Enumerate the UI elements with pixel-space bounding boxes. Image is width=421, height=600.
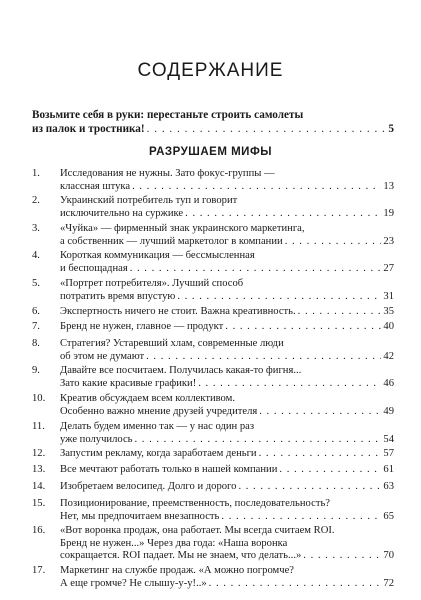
toc-entry-line: А еще громче? Не слышу-у-у!..» bbox=[60, 577, 207, 589]
toc-entry-page-number: 70 bbox=[383, 550, 394, 561]
dot-leader bbox=[209, 578, 382, 591]
toc-entry-line: Делать будем именно так — у нас один раз bbox=[60, 421, 255, 432]
toc-entry-page-number: 57 bbox=[383, 448, 394, 459]
toc-entry-page-number: 63 bbox=[383, 481, 394, 492]
dot-leader bbox=[225, 321, 381, 334]
toc-entry-last-row bbox=[60, 208, 394, 221]
toc-entry-line: Стратегия? Устаревший хлам, современные люди bbox=[60, 338, 284, 349]
dot-leader bbox=[238, 481, 381, 494]
toc-entry-line: Запустим рекламу, когда заработаем деньги bbox=[60, 448, 257, 459]
toc-entry bbox=[32, 365, 394, 390]
toc-entry bbox=[32, 464, 394, 477]
toc-entry-line: Изобретаем велосипед. Долго и дорого bbox=[60, 481, 237, 492]
dot-leader bbox=[298, 306, 382, 319]
toc-entry-number: 8. bbox=[32, 338, 40, 349]
toc-entry bbox=[32, 321, 394, 334]
toc-entry bbox=[32, 448, 394, 461]
dot-leader bbox=[132, 181, 381, 194]
intro-line-1: Возьмите себя в руки: перестаньте строить самолеты bbox=[32, 109, 304, 121]
toc-entry-line: Экспертность ничего не стоит. Важна креативность. bbox=[60, 306, 296, 317]
toc-entry-last-row bbox=[60, 236, 394, 249]
toc-entry-line: «Вот воронка продаж, она работает. Мы всегда считаем ROI. bbox=[60, 525, 335, 536]
toc-entry-last-row bbox=[60, 481, 394, 494]
toc-entry-line: Бренд не нужен...» Через два года: «Наша воронка bbox=[60, 537, 288, 549]
intro-line-2-row bbox=[32, 122, 394, 136]
toc-entry-number: 3. bbox=[32, 223, 40, 234]
toc-entry-number: 1. bbox=[32, 168, 40, 179]
toc-entry-line: а собственник — лучший маркетолог в компании bbox=[60, 235, 283, 247]
toc-entry-number: 12. bbox=[32, 448, 46, 459]
toc-entry-number: 13. bbox=[32, 464, 46, 475]
toc-entry-last-row bbox=[60, 406, 394, 419]
toc-entry-page-number: 19 bbox=[383, 207, 394, 219]
dot-leader bbox=[259, 448, 382, 461]
toc-entry-last-row bbox=[60, 448, 394, 461]
dot-leader bbox=[198, 378, 381, 391]
toc-entry-number: 6. bbox=[32, 306, 40, 317]
toc-entry-line: об этом не думают bbox=[60, 350, 145, 362]
toc-entry-page-number: 72 bbox=[383, 577, 394, 589]
toc-entry-last-row bbox=[60, 263, 394, 276]
toc-entry-number: 15. bbox=[32, 498, 46, 509]
toc-entry-last-row bbox=[60, 511, 394, 524]
toc-entry-line: Украинский потребитель туп и говорит bbox=[60, 195, 238, 206]
toc-entry-number: 5. bbox=[32, 278, 40, 289]
page-title: СОДЕРЖАНИЕ bbox=[137, 60, 284, 81]
toc-entry bbox=[32, 338, 394, 363]
toc-entry-line: Нет, мы предпочитаем внезапность bbox=[60, 510, 220, 522]
toc-entry-number: 2. bbox=[32, 195, 40, 206]
toc-entry-last-row bbox=[60, 321, 394, 334]
dot-leader bbox=[221, 511, 381, 524]
toc-entry bbox=[32, 421, 394, 446]
toc-entry-line: Креатив обсуждаем всем коллективом. bbox=[60, 393, 235, 404]
toc-entry-last-row bbox=[60, 464, 394, 477]
section-heading: РАЗРУШАЕМ МИФЫ bbox=[148, 146, 273, 158]
toc-entry-page-number: 42 bbox=[383, 350, 394, 362]
toc-entry bbox=[32, 525, 394, 563]
toc-entry bbox=[32, 306, 394, 319]
dot-leader bbox=[134, 434, 381, 447]
toc-entry bbox=[32, 565, 394, 590]
toc-entry-line: «Чуйка» — фирменный знак украинского маркетинга, bbox=[60, 223, 305, 234]
toc-entry-line: Маркетинг на службе продаж. «А можно погромче? bbox=[60, 565, 294, 576]
toc-entry bbox=[32, 223, 394, 248]
toc-entry-line: Бренд не нужен, главное — продукт bbox=[60, 321, 224, 332]
toc-entry-number: 16. bbox=[32, 525, 46, 536]
toc-entry-line: сокращается. ROI падает. Мы не знаем, что делать...» bbox=[60, 550, 302, 561]
dot-leader bbox=[146, 351, 381, 364]
dot-leader bbox=[130, 263, 382, 276]
toc-entry-line: исключительно на суржике bbox=[60, 207, 184, 219]
toc-entry-line: классная штука bbox=[60, 180, 131, 192]
toc-entry bbox=[32, 393, 394, 418]
toc-entry-page-number: 13 bbox=[383, 180, 394, 192]
toc-entry-last-row bbox=[60, 181, 394, 194]
dot-leader bbox=[185, 208, 381, 221]
toc-entry-line: Короткая коммуникация — бессмысленная bbox=[60, 250, 255, 261]
toc-entry-number: 11. bbox=[32, 421, 45, 432]
toc-entry-page-number: 40 bbox=[383, 321, 394, 332]
toc-entry bbox=[32, 498, 394, 523]
toc-entry-last-row bbox=[60, 578, 394, 591]
dot-leader bbox=[259, 406, 381, 419]
toc-entry-line: Исследования не нужны. Зато фокус-группы — bbox=[60, 168, 275, 179]
intro-line-2: из палок и тростника! bbox=[32, 123, 145, 135]
toc-entry-line: Зато какие красивые графики! bbox=[60, 377, 197, 389]
toc-entry-last-row bbox=[60, 434, 394, 447]
toc-entry-last-row bbox=[60, 351, 394, 364]
toc-entry-page-number: 54 bbox=[383, 433, 394, 445]
dot-leader bbox=[285, 236, 382, 249]
toc-entry-last-row bbox=[60, 378, 394, 391]
toc-entry-page-number: 61 bbox=[383, 464, 394, 475]
toc-entry bbox=[32, 481, 394, 494]
toc-entry-number: 17. bbox=[32, 565, 46, 576]
toc-entry-page-number: 23 bbox=[383, 235, 394, 247]
toc-entry-page-number: 31 bbox=[383, 290, 394, 302]
toc-entry-last-row bbox=[60, 550, 394, 563]
toc-entry-page-number: 65 bbox=[383, 510, 394, 522]
toc-entry bbox=[32, 168, 394, 193]
intro-page-number: 5 bbox=[388, 123, 394, 135]
dot-leader bbox=[177, 291, 381, 304]
toc-entry-line: «Портрет потребителя». Лучший способ bbox=[60, 278, 244, 289]
intro-entry bbox=[32, 108, 394, 136]
dot-leader bbox=[147, 122, 387, 136]
dot-leader bbox=[279, 464, 381, 477]
dot-leader bbox=[303, 550, 381, 563]
toc-entry-number: 7. bbox=[32, 321, 40, 332]
toc-entry-last-row bbox=[60, 291, 394, 304]
toc-entry-page-number: 49 bbox=[383, 405, 394, 417]
toc-entry-page-number: 46 bbox=[383, 377, 394, 389]
toc-entry bbox=[32, 278, 394, 303]
toc-entry bbox=[32, 250, 394, 275]
toc-entry bbox=[32, 195, 394, 220]
toc-entry-number: 9. bbox=[32, 365, 40, 376]
toc-entry-line: Давайте все посчитаем. Получилась какая-то фигня... bbox=[60, 365, 302, 376]
toc-entry-number: 4. bbox=[32, 250, 40, 261]
toc-entry-line: Все мечтают работать только в нашей компании bbox=[60, 464, 278, 475]
toc-entry-number: 14. bbox=[32, 481, 46, 492]
toc-entry-page-number: 35 bbox=[383, 306, 394, 317]
toc-entry-line: потратить время впустую bbox=[60, 290, 176, 302]
toc-entry-line: уже получилось bbox=[60, 433, 133, 445]
toc-entry-line: Позиционирование, преемственность, последовательность? bbox=[60, 498, 330, 509]
toc-entry-last-row bbox=[60, 306, 394, 319]
toc-entry-line: Особенно важно мнение друзей учредителя bbox=[60, 405, 258, 417]
toc-entry-number: 10. bbox=[32, 393, 46, 404]
toc-entry-line: и беспощадная bbox=[60, 262, 128, 274]
toc-entry-page-number: 27 bbox=[383, 262, 394, 274]
